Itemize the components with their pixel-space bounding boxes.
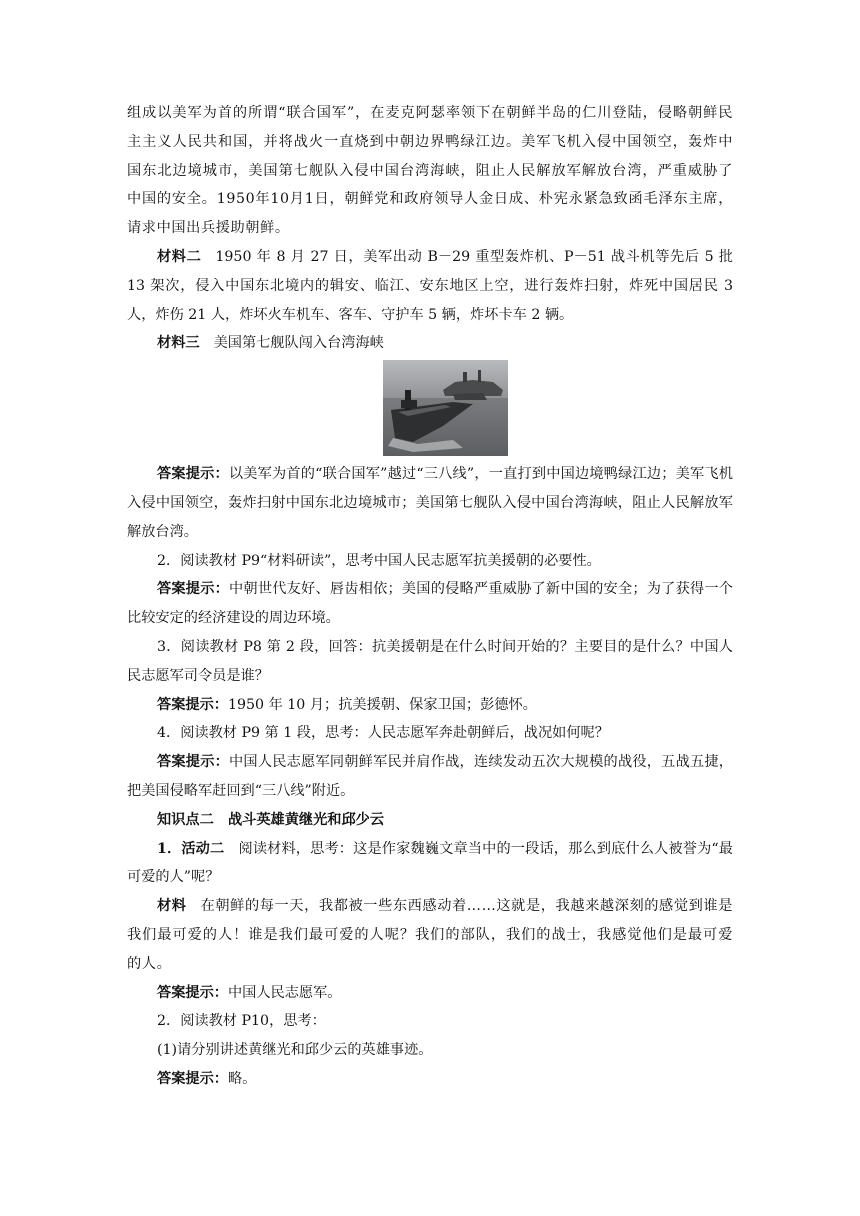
material-2-label: 材料二 bbox=[157, 248, 202, 265]
activity-2-label: 1．活动二 bbox=[157, 840, 225, 857]
answer-5-text: 中国人民志愿军。 bbox=[227, 984, 342, 1001]
activity-2-text: 阅读材料，思考：这是作家魏巍文章当中的一段话，那么到底什么人被誉为“最可爱的人”呢？ bbox=[127, 840, 733, 886]
answer-3-text: 1950 年 10 月；抗美援朝、保家卫国；彭德怀。 bbox=[227, 696, 537, 713]
answer-6-paragraph bbox=[127, 1065, 733, 1094]
aircraft-carrier-photo bbox=[383, 360, 508, 456]
question-5: 2．阅读教材 P10，思考： bbox=[157, 1013, 326, 1030]
answer-1-text: 以美军为首的“联合国军”越过“三八线”，一直打到中国边境鸭绿江边；美军飞机入侵中国领空，轰炸扫射中国东北边境城市；美国第七舰队入侵中国台湾海峡，阻止人民解放军解放台湾。 bbox=[127, 466, 733, 540]
answer-5-paragraph bbox=[127, 979, 733, 1008]
material-3-paragraph bbox=[127, 329, 733, 358]
material-3-text: 美国第七舰队闯入台湾海峡 bbox=[213, 335, 384, 352]
answer-4-text: 中国人民志愿军同朝鲜军民并肩作战，连续发动五次大规模的战役，五战五捷，把美国侵略军赶回到“三八线”附近。 bbox=[127, 754, 733, 799]
answer-3-paragraph bbox=[127, 691, 733, 720]
question-2: 2．阅读教材 P9“材料研读”，思考中国人民志愿军抗美援朝的必要性。 bbox=[157, 552, 601, 569]
activity-2-paragraph bbox=[127, 835, 733, 893]
answer-2-text: 中朝世代友好、唇齿相依；美国的侵略严重威胁了新中国的安全；为了获得一个比较安定的经济建设的周边环境。 bbox=[127, 581, 733, 627]
answer-2-label: 答案提示： bbox=[157, 581, 230, 598]
answer-1-paragraph bbox=[127, 460, 733, 546]
section-2-title: 知识点二 战斗英雄黄继光和邱少云 bbox=[157, 811, 385, 828]
material-3-label: 材料三 bbox=[157, 335, 200, 352]
answer-5-label: 答案提示： bbox=[157, 984, 228, 1001]
figure-container bbox=[127, 360, 733, 460]
question-3: 3．阅读教材 P8 第 2 段，回答：抗美援朝是在什么时间开始的？主要目的是什么？中国人民志愿军司令员是谁？ bbox=[127, 638, 733, 684]
material-quote-label: 材料 bbox=[157, 898, 187, 915]
aircraft-carrier-illustration bbox=[383, 360, 508, 456]
answer-6-text: 略。 bbox=[227, 1070, 257, 1087]
material-2-paragraph bbox=[127, 243, 733, 329]
answer-2-paragraph bbox=[127, 575, 733, 633]
document-body bbox=[127, 99, 733, 1094]
answer-6-label: 答案提示： bbox=[157, 1070, 228, 1087]
material-quote-paragraph bbox=[127, 892, 733, 978]
material-quote-text: 在朝鲜的每一天，我都被一些东西感动着……这就是，我越来越深刻的感觉到谁是我们最可爱的人！谁是我们最可爱的人呢？我们的部队，我们的战士，我感觉他们是最可爱的人。 bbox=[127, 898, 734, 972]
question-5-sub: (1)请分别讲述黄继光和邱少云的英雄事迹。 bbox=[157, 1042, 433, 1059]
answer-4-paragraph bbox=[127, 748, 733, 806]
intro-paragraph: 组成以美军为首的所谓“联合国军”，在麦克阿瑟率领下在朝鲜半岛的仁川登陆，侵略朝鲜民主主义人民共和国，并将战火一直烧到中朝边界鸭绿江边。美军飞机入侵中国领空，轰炸中国东北边境城市，美国第七舰队入侵中国台湾海峡，阻止人民解放军解放台湾，严重威胁了中国的安全。1950年10月1日，朝鲜党和政府领导人金日成、朴宪永紧急致函毛泽东主席，请求中国出兵援助朝鲜。 bbox=[127, 105, 733, 237]
answer-1-label: 答案提示： bbox=[157, 466, 229, 483]
question-4: 4．阅读教材 P9 第 1 段，思考：人民志愿军奔赴朝鲜后，战况如何呢？ bbox=[157, 725, 609, 742]
material-2-text: 1950 年 8 月 27 日，美军出动 B－29 重型轰炸机、P－51 战斗机等先后 5 批 13 架次，侵入中国东北境内的辑安、临江、安东地区上空，进行轰炸扫射，炸死中国居民 3 人，炸伤 21 人，炸坏火车机车、客车、守护车 5 辆，炸坏卡车 2 辆。 bbox=[127, 248, 733, 323]
answer-4-label: 答案提示： bbox=[157, 754, 230, 771]
answer-3-label: 答案提示： bbox=[157, 696, 228, 713]
